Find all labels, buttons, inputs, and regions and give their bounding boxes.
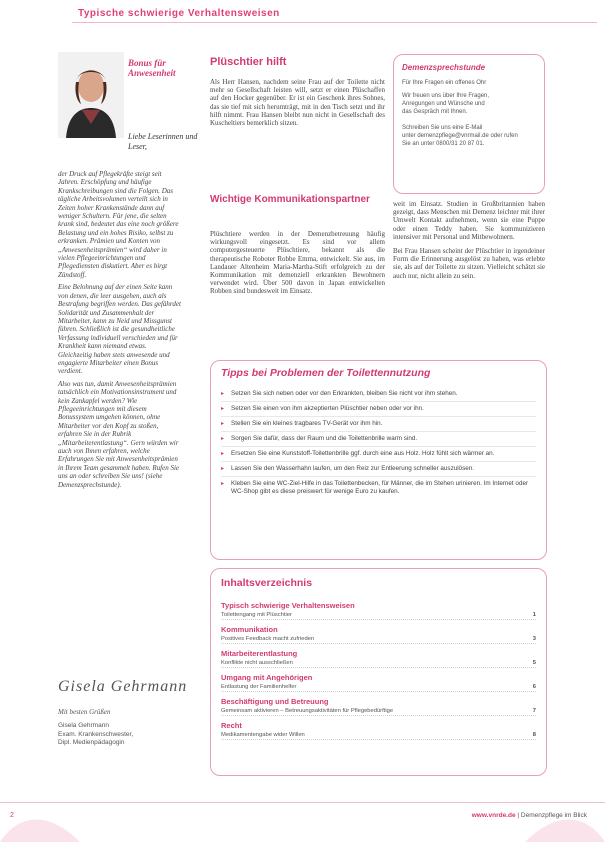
toc-section <box>221 601 536 620</box>
toc-section-heading: Recht <box>221 721 242 730</box>
toc-section <box>221 697 536 716</box>
footer-publication-name: | Demenzpflege im Blick <box>517 812 587 819</box>
toc-entry-page: 1 <box>532 612 536 618</box>
toc-section-heading: Mitarbeiterentlastung <box>221 649 298 658</box>
article-text-continued <box>393 200 545 286</box>
triangle-bullet-icon: ▸ <box>221 481 225 487</box>
tip-text: Kleben Sie eine WC-Ziel-Hilfe in das Toilettenbecken, für Männer, die im Stehen urinieren. Im Internet oder WC-Shop gibt es diese preiswert für wenige Euro zu kaufen. <box>231 480 529 495</box>
article-text-kommunikation: Plüschtiere werden in der Demenzbetreuung häufig wirkungsvoll eingesetzt. Es sind vor allem computergesteuerte Plüschtiere, bekannt als die therapeutische Roboter Robbe Emma, entwickelt. Sie aus, im Landauer Altenheim Maria-Martha-Stift erfolgreich zu der Kommunikation mit demenziell erkrankten Bewohnern verwendet wird. Über 500 davon in Japan entwickelten Robben sind bundesweit im Einsatz. <box>210 230 385 296</box>
toc-entry-title: Toilettengang mit Plüschtier <box>221 612 292 618</box>
toc-entry[interactable] <box>221 683 536 692</box>
footer-rule <box>0 802 605 803</box>
pink-decor-right <box>525 802 605 842</box>
page-number: 2 <box>10 812 14 819</box>
toc-section-heading: Kommunikation <box>221 625 278 634</box>
signer-line: Gisela Gehrmann <box>58 722 109 729</box>
toc-section <box>221 721 536 740</box>
toc-entry[interactable] <box>221 731 536 740</box>
triangle-bullet-icon: ▸ <box>221 406 225 412</box>
toc-entry-page: 8 <box>532 732 536 738</box>
tip-item <box>221 447 536 462</box>
pink-decor-left <box>0 802 80 842</box>
triangle-bullet-icon: ▸ <box>221 436 225 442</box>
toc-section <box>221 649 536 668</box>
tip-text: Setzen Sie sich neben oder vor den Erkrankten, bleiben Sie nicht vor ihm stehen. <box>231 390 458 397</box>
triangle-bullet-icon: ▸ <box>221 391 225 397</box>
signer-line: Dipl. Medienpädagogin <box>58 739 125 746</box>
toc-entry-title: Entlastung der Familienhelfer <box>221 684 297 690</box>
tip-item <box>221 477 536 499</box>
header-rule <box>72 22 597 23</box>
tip-text: Lassen Sie den Wasserhahn laufen, um den Reiz zur Entleerung schneller auszulösen. <box>231 465 475 472</box>
toc-entry-title: Medikamentengabe wider Willen <box>221 732 305 738</box>
tip-item <box>221 462 536 477</box>
toc-section <box>221 625 536 644</box>
author-portrait-image <box>58 52 124 138</box>
demenzsprechstunde-box <box>393 54 545 194</box>
toc-entry[interactable] <box>221 611 536 620</box>
editorial-paragraph: der Druck auf Pflegekräfte steigt seit Jahren. Erschöpfung und häufige Krankschreibungen sind die Folgen. Das tägliche Arbeitsvolumen verteilt sich in Zeiten hoher Krankenstände dann auf weniger Schultern. Für jene, die selten krank sind, bedeutet das eine noch größere Belastung und ein hohes Risiko, selbst zu erkranken. Prämien und Konten von „Anwesenheitsprämien“ wird daher in vielen Pflegeeinrichtungen und Pflegediensten diskutiert. Aber es birgt Zündstoff. <box>58 170 179 279</box>
signer-line: Exam. Krankenschwester, <box>58 730 134 738</box>
toc-entry-title: Konflikte nicht ausschließen <box>221 660 293 666</box>
toc-entry-page: 3 <box>532 636 536 642</box>
page-header-title: Typische schwierige Verhaltensweisen <box>78 8 280 19</box>
tips-list <box>221 387 536 499</box>
editorial-column <box>58 44 198 822</box>
demenz-box-line: Wir freuen uns über Ihre Fragen, <box>402 93 490 99</box>
handwritten-signature: Gisela Gehrmann <box>58 678 188 695</box>
toc-section-heading: Umgang mit Angehörigen <box>221 673 313 682</box>
toc-entry-page: 7 <box>532 708 536 714</box>
tips-title: Tipps bei Problemen der Toilettennutzung <box>221 367 431 379</box>
tip-item <box>221 402 536 417</box>
toc-entry-page: 6 <box>532 684 536 690</box>
tip-text: Stellen Sie ein kleines tragbares TV-Gerät vor ihm hin. <box>231 420 383 427</box>
tip-item <box>221 417 536 432</box>
demenz-contact-line: Schreiben Sie uns eine E-Mail <box>402 125 483 131</box>
toc-entry[interactable] <box>221 659 536 668</box>
demenz-contact-line: unter demenzpflege@vnrmail.de oder rufen <box>402 133 518 139</box>
triangle-bullet-icon: ▸ <box>221 466 225 472</box>
article-title-plueschtier: Plüschtier hilft <box>210 56 287 68</box>
toc-entry-page: 5 <box>532 660 536 666</box>
editorial-salutation: Liebe Leserinnen und Leser, <box>128 132 198 151</box>
toc-entry[interactable] <box>221 707 536 716</box>
article-paragraph: Bei Frau Hansen scheint der Plüschtier in irgendeiner Form die Erinnerung ausgelöst zu haben, was erlebte sie, als auf der Toilette zu sitzen. Vielleicht schätzt sie auch nur, nicht allein zu sein. <box>393 247 545 280</box>
editorial-paragraph: Also was tun, damit Anwesenheitsprämien tatsächlich ein Motivationsinstrument und kein Zankapfel werden? Wie Pflegeeinrichtungen mit diesem Bonussystem umgehen können, ohne Mitarbeiter vor den Kopf zu stoßen, erfahren Sie in der Rubrik „Mitarbeiterentlastung“. Gern würden wir auch von Ihnen erfahren, welche Erfahrungen Sie mit Anwesenheitsprämien in Ihrem Team gesammelt haben. Rufen Sie uns an oder schreiben Sie uns! (siehe Demenzsprechstunde). <box>58 379 179 489</box>
author-photo <box>58 52 124 138</box>
article-title-kommunikation: Wichtige Kommunikationspartner <box>210 194 370 205</box>
triangle-bullet-icon: ▸ <box>221 421 225 427</box>
toc-section <box>221 673 536 692</box>
editorial-paragraph: Eine Belohnung auf der einen Seite kann von denen, die leer ausgehen, auch als Bestrafung begriffen werden. Das gefährdet Solidarität und Zusammenhalt der Mitarbeiter, kann zu Neid und Missgunst führen. Schließlich ist die gesundheitliche Verfassung individuell verschieden und für Krankheit kann niemand etwas. Gleichzeitig haben stets anwesende und engagierte Mitarbeiter einen Bonus verdient. <box>58 283 181 376</box>
demenz-box-title: Demenzsprechstunde <box>402 63 486 72</box>
article-paragraph: weit im Einsatz. Studien in Großbritannien haben gezeigt, dass Menschen mit Demenz leichter mit ihrer Umwelt Kontakt aufnehmen, wenn sie eine Puppe oder einen Teddy haben. Sie kommunizieren intensiver mit Personal und Mitbewohnern. <box>393 200 545 241</box>
tip-text: Setzen Sie einen von ihm akzeptierten Plüschtier neben oder vor ihn. <box>231 405 424 412</box>
triangle-bullet-icon: ▸ <box>221 451 225 457</box>
editorial-closing: Mit besten Grüßen <box>58 708 111 716</box>
tip-item <box>221 387 536 402</box>
article-text-plueschtier: Als Herr Hansen, nachdem seine Frau auf der Toilette nicht mehr so Gesellschaft leisten will, setzt er einen Plüschaffen auf den Hocker gegenüber. Er ist ein Geschenk ihres Sohnes, das sie tief mit sich herumträgt, mit in den Tisch setzt und ihr hilft nimmt. Frau Hansen bleibt nun nicht in Gesellschaft des Kuscheltiers bemerklich sitzen. <box>210 78 385 128</box>
tip-text: Ersetzen Sie eine Kunststoff-Toilettenbrille ggf. durch eine aus Holz. Holz fühlt sich wärmer an. <box>231 450 495 457</box>
editorial-bonus-label: Bonus für Anwesenheit <box>128 58 176 78</box>
tips-box <box>210 360 547 560</box>
signer-details <box>58 722 133 748</box>
tip-text: Sorgen Sie dafür, dass der Raum und die Toilettenbrille warm sind. <box>231 435 418 442</box>
toc-title: Inhaltsverzeichnis <box>221 577 313 589</box>
demenz-box-subtitle: Für Ihre Fragen ein offenes Ohr <box>402 80 487 86</box>
table-of-contents-box <box>210 568 547 776</box>
toc-entry[interactable] <box>221 635 536 644</box>
footer-website-link[interactable]: www.vnrde.de <box>471 812 516 819</box>
toc-entry-title: Gemeinsam aktivieren – Betreuungsaktivitäten für Pflegebedürftige <box>221 708 394 714</box>
toc-section-heading: Typisch schwierige Verhaltensweisen <box>221 601 355 610</box>
editorial-letter <box>58 170 182 493</box>
demenz-box-line: das Gespräch mit Ihnen. <box>402 109 468 115</box>
demenz-contact-line: Sie an unter 0800/31 20 87 01. <box>402 141 485 147</box>
toc-entry-title: Positives Feedback macht zufrieden <box>221 636 315 642</box>
demenz-box-line: Anregungen und Wünsche und <box>402 101 485 107</box>
tip-item <box>221 432 536 447</box>
toc-section-heading: Beschäftigung und Betreuung <box>221 697 329 706</box>
toc-sections <box>221 601 536 745</box>
